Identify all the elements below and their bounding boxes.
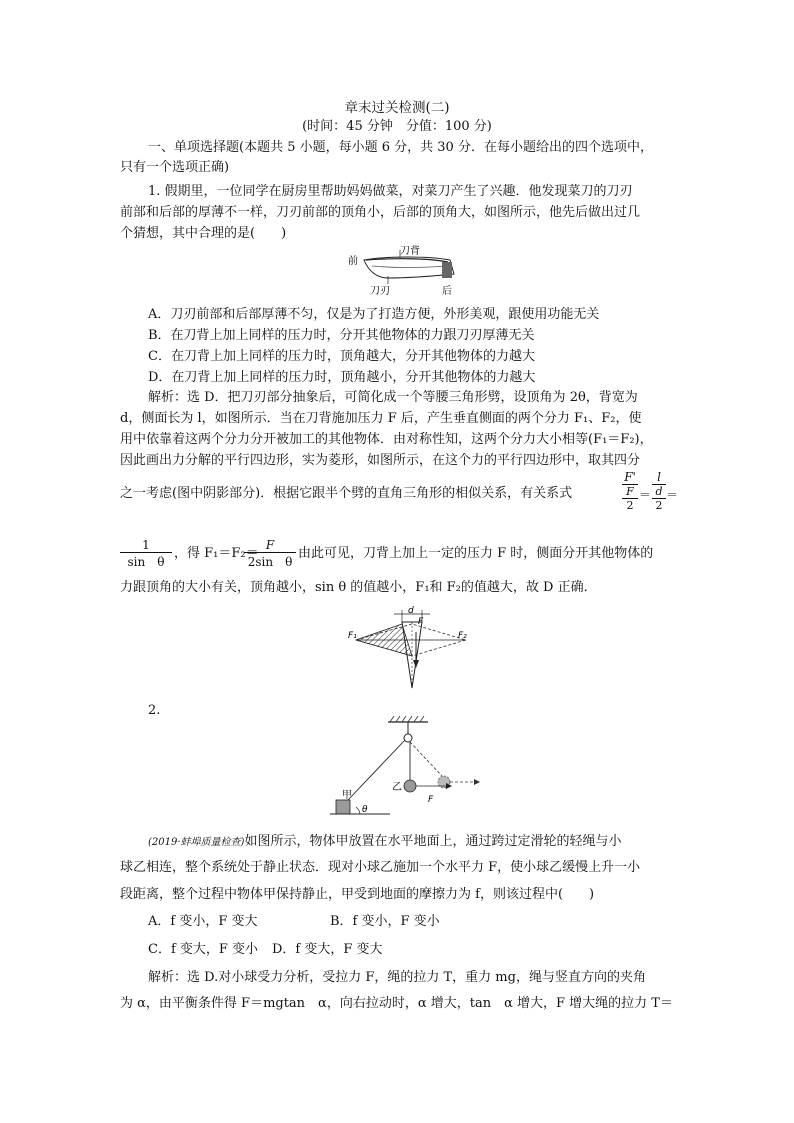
q2-stem-source: (2019·蚌埠质量检查): [148, 837, 245, 848]
frac-num-one: 1: [142, 538, 150, 552]
arrow-f-displaced-head: [474, 779, 480, 785]
frac-den-two-b: 2: [652, 498, 666, 512]
label-front: 前: [348, 256, 358, 267]
q1-stem-line3: 个猜想，其中合理的是( ): [120, 226, 287, 241]
label-f2: F₂: [458, 631, 467, 641]
q2-number: 2.: [148, 703, 161, 718]
label-rear: 后: [442, 286, 452, 297]
frac-den-sin: sin θ: [120, 552, 172, 570]
q2-option-b: B．f 变小，F 变小: [330, 914, 440, 929]
frac-den-two: 2: [622, 498, 638, 512]
q1-option-a: A．刀刃前部和后部厚薄不匀，仅是为了打造方便，外形美观，跟使用功能无关: [148, 307, 600, 322]
q2-option-d: D．f 变大，F 变大: [272, 942, 383, 957]
label-blade: 刀刃: [370, 286, 390, 297]
frac-f1-over-half-f: [622, 470, 638, 512]
label-f-ball: F: [428, 795, 434, 805]
frac-num-l: l: [657, 470, 661, 484]
q1-stem-line1: 1. 假期里，一位同学在厨房里帮助妈妈做菜，对菜刀产生了兴趣．他发现菜刀的刀刃: [148, 184, 633, 199]
q2-analysis-line2: 为 α，由平衡条件得 F＝mgtan α，向右拉动时，α 增大，tan α 增大，F 增大绳的拉力 T＝: [120, 996, 673, 1011]
frac-den-2sin: 2sin θ: [244, 552, 296, 570]
label-back-edge: 刀背: [400, 246, 420, 257]
label-f1: F₁: [348, 631, 357, 641]
q1-analysis-line4: 因此画出力分解的平行四边形，实为菱形，如图所示，在这个力的平行四边形中，取其四分: [120, 453, 641, 468]
label-f: F: [418, 617, 424, 627]
q2-analysis-line1: 解析：选 D.对小球受力分析，受拉力 F，绳的拉力 T，重力 mg，绳与竖直方向的夹角: [148, 970, 646, 985]
pulley: [404, 734, 412, 742]
q2-option-a: A．f 变小，F 变大: [148, 914, 258, 929]
page-subtitle: (时间：45 分钟 分值：100 分): [302, 119, 492, 134]
q1-analysis-line6-mid: ，得 F₁＝F₂＝: [174, 546, 259, 561]
section-heading-line2: 只有一个选项正确): [120, 160, 230, 175]
ceiling-hatch: [390, 716, 424, 722]
q2-stem-line2: 球乙相连，整个系统处于静止状态．现对小球乙施加一个水平力 F，使小球乙缓慢上升一小: [120, 860, 641, 875]
ball-yi: [404, 780, 416, 792]
page-title: 章末过关检测(二): [344, 100, 450, 116]
label-jia: 甲: [342, 790, 352, 801]
angle-arc: [356, 807, 360, 814]
q2-option-c: C．f 变大，F 变小: [148, 942, 259, 957]
q1-option-c: C．在刀背上加上同样的压力时，顶角越大，分开其他物体的力越大: [148, 349, 535, 364]
frac-l-over-half-d: [652, 470, 666, 512]
block-jia: [336, 800, 350, 814]
q1-analysis-line7: 力跟顶角的大小有关，顶角越小，sin θ 的值越小，F₁和 F₂的值越大，故 D 正确．: [120, 580, 597, 595]
frac-num-f: F: [265, 538, 275, 552]
frac-den-d: d: [652, 484, 666, 498]
q1-analysis-line5: 之一考虑(图中阴影部分)．根据它跟半个劈的直角三角形的相似关系，有关系式: [120, 486, 573, 501]
frac-f-over-2sin: [244, 538, 296, 570]
arrow-f-head: [413, 660, 419, 668]
eq-sign-2: ＝: [666, 488, 679, 502]
rope-displaced: [410, 742, 442, 776]
q1-analysis-line3: 用中依靠着这两个分力分开被加工的其他物体．由对称性知，这两个分力大小相等(F₁＝F₂)，: [120, 432, 653, 447]
label-theta: θ: [362, 805, 368, 815]
q1-option-d: D．在刀背上加上同样的压力时，顶角越小，分开其他物体的力越大: [148, 370, 536, 385]
frac-one-over-sin: [120, 538, 172, 570]
knife-handle-block: [442, 262, 452, 278]
frac-num-f1: F': [624, 470, 636, 484]
frac-den-f: F: [622, 484, 638, 498]
q1-analysis-line2: d，侧面长为 l，如图所示．当在刀背施加压力 F 后，产生垂直侧面的两个分力 F₁、F₂，使: [120, 411, 642, 426]
eq-sign-1: ＝: [639, 488, 652, 502]
label-d: d: [408, 606, 414, 616]
section-heading-line1: 一、单项选择题(本题共 5 小题，每小题 6 分，共 30 分．在每小题给出的四个选项中，: [148, 140, 653, 155]
label-yi: 乙: [392, 782, 402, 793]
force-diagram: [346, 604, 476, 690]
pulley-figure: [330, 714, 510, 822]
q1-stem-line2: 前部和后部的厚薄不一样，刀刃前部的顶角小，后部的顶角大，如图所示，他先后做出过几: [120, 205, 641, 220]
q1-option-b: B．在刀背上加上同样的压力时，分开其他物体的力跟刀刃厚薄无关: [148, 328, 535, 343]
knife-figure: [348, 246, 464, 298]
q1-analysis-line1: 解析：选 D．把刀刃部分抽象后，可简化成一个等腰三角形劈，设顶角为 2θ，背宽为: [148, 390, 638, 405]
q2-stem-line1: 如图所示，物体甲放置在水平地面上，通过跨过定滑轮的轻绳与小: [244, 834, 622, 849]
q2-stem-line3: 段距离，整个过程中物体甲保持静止，甲受到地面的摩擦力为 f，则该过程中( ): [120, 887, 595, 902]
q2-stem-line1-wrap: [148, 834, 621, 851]
q1-analysis-line6-end: 由此可见，刀背上加上一定的压力 F 时，侧面分开其他物体的: [298, 546, 654, 561]
